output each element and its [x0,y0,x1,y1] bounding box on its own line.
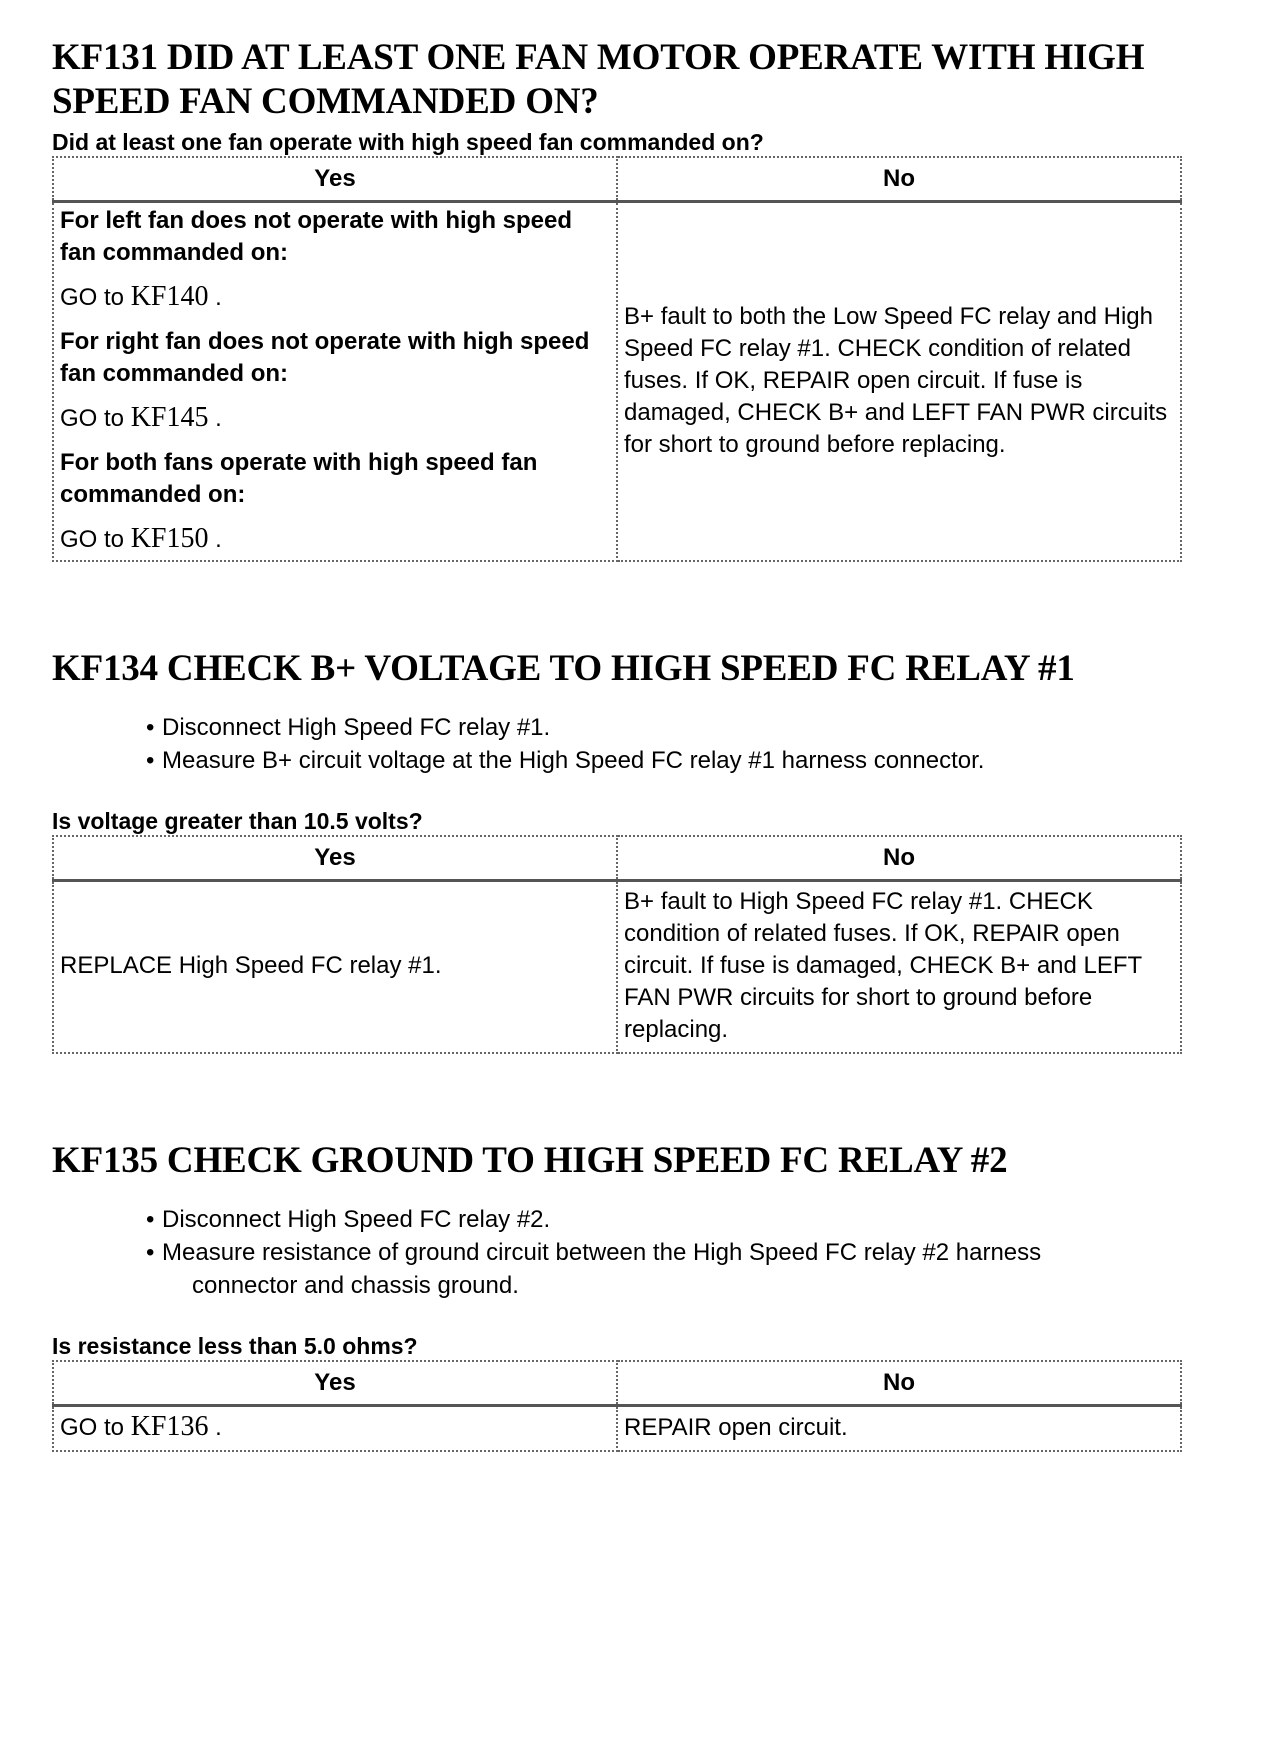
goto-line [60,281,610,314]
goto-label: GO to [60,1414,125,1441]
goto-period: . [215,405,222,432]
yes-cell [53,1406,617,1452]
no-header: No [617,836,1181,881]
yes-header: Yes [53,1361,617,1406]
goto-link-kf145[interactable]: KF145 [130,402,209,433]
yes-cell [53,202,617,562]
yes-header: Yes [53,157,617,202]
no-cell: REPAIR open circuit. [617,1406,1181,1452]
step-list [52,1203,1182,1302]
answer-table [52,1360,1182,1452]
goto-label: GO to [60,284,125,311]
procedure-page [52,36,1182,1452]
goto-period: . [215,1414,222,1441]
no-cell: B+ fault to High Speed FC relay #1. CHECK condition of related fuses. If OK, REPAIR open circuit. If fuse is damaged, CHECK B+ and LEFT FAN PWR circuits for short to ground before replacing. [617,881,1181,1054]
section-kf135 [52,1139,1182,1452]
step-item: • Measure B+ circuit voltage at the High Speed FC relay #1 harness connector. [142,744,1182,777]
no-header: No [617,1361,1181,1406]
step-continuation: connector and chassis ground. [192,1272,519,1299]
condition-left-fan: For left fan does not operate with high speed fan commanded on: [60,207,573,266]
section-kf131 [52,36,1182,562]
goto-line [60,523,610,556]
goto-link-kf150[interactable]: KF150 [130,523,209,554]
yes-cell: REPLACE High Speed FC relay #1. [53,881,617,1054]
section-kf134 [52,647,1182,1054]
yes-header: Yes [53,836,617,881]
bullet-icon: • [146,1239,155,1266]
step-item: • Measure resistance of ground circuit between the High Speed FC relay #2 harness connector and chassis ground. [142,1236,1182,1302]
step-item: • Disconnect High Speed FC relay #1. [142,711,1182,744]
no-header: No [617,157,1181,202]
answer-table [52,156,1182,562]
condition-both-fans: For both fans operate with high speed fan commanded on: [60,449,538,508]
question-text: Is resistance less than 5.0 ohms? [52,1333,418,1359]
condition-right-fan: For right fan does not operate with high speed fan commanded on: [60,328,590,387]
goto-link-kf140[interactable]: KF140 [130,281,209,312]
question-text: Did at least one fan operate with high speed fan commanded on? [52,129,764,155]
step-item: • Disconnect High Speed FC relay #2. [142,1203,1182,1236]
section-title: KF135 CHECK GROUND TO HIGH SPEED FC RELAY #2 [52,1140,1008,1181]
answer-table [52,835,1182,1054]
goto-link-kf136[interactable]: KF136 [130,1411,209,1442]
question-text: Is voltage greater than 10.5 volts? [52,808,423,834]
step-list [52,711,1182,777]
bullet-icon: • [146,1206,155,1233]
bullet-icon: • [146,714,155,741]
goto-label: GO to [60,405,125,432]
goto-period: . [215,526,222,553]
section-title: KF131 DID AT LEAST ONE FAN MOTOR OPERATE WITH HIGH SPEED FAN COMMANDED ON? [52,37,1145,122]
goto-period: . [215,284,222,311]
bullet-icon: • [146,747,155,774]
goto-label: GO to [60,526,125,553]
section-title: KF134 CHECK B+ VOLTAGE TO HIGH SPEED FC RELAY #1 [52,648,1075,689]
goto-line [60,402,610,435]
no-cell: B+ fault to both the Low Speed FC relay and High Speed FC relay #1. CHECK condition of related fuses. If OK, REPAIR open circuit. If fuse is damaged, CHECK B+ and LEFT FAN PWR circuits for short to ground before replacing. [617,202,1181,562]
